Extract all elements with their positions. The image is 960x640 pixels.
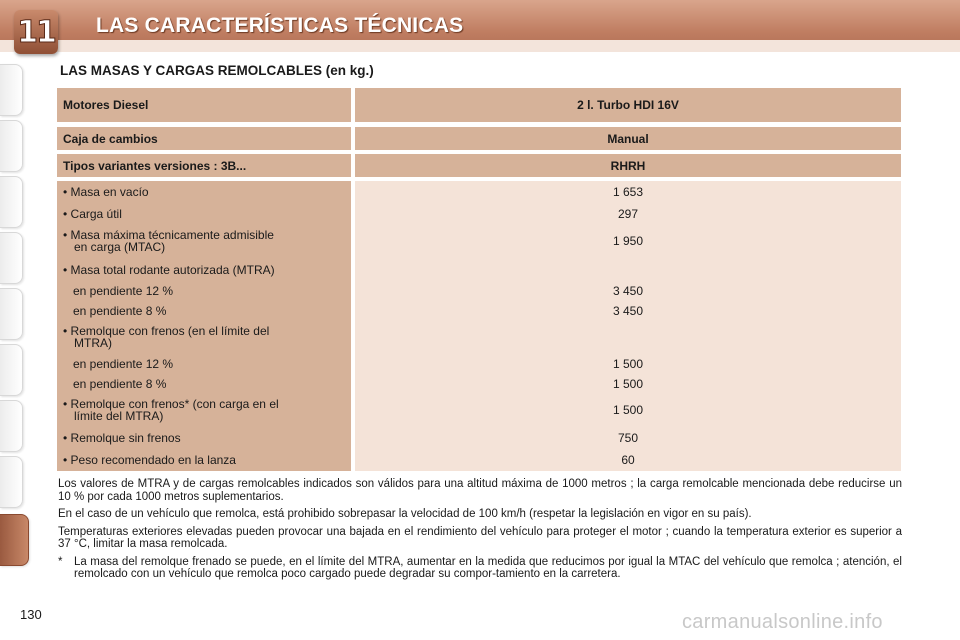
row-label: en pendiente 12 % (73, 284, 174, 298)
row-value: 3 450 (612, 304, 644, 318)
header-label: Motores Diesel (57, 88, 351, 122)
table-row (57, 354, 901, 374)
side-tab[interactable] (0, 344, 23, 396)
row-label-continuation: límite del MTRA) (74, 409, 164, 423)
table-row (57, 258, 901, 282)
row-value: 3 450 (612, 284, 644, 298)
watermark: carmanualsonline.info (682, 611, 883, 633)
row-label: en pendiente 8 % (73, 377, 167, 391)
chapter-number: 11 (17, 14, 55, 50)
section-title: LAS MASAS Y CARGAS REMOLCABLES (en kg.) (60, 63, 374, 78)
table-row (57, 181, 901, 203)
paragraph: Los valores de MTRA y de cargas remolcables indicados son válidos para una altitud máxima de 1000 metros ; la carga remolcable mencionada debe reducirse un 10 % por cada 1000 metros suplementarios. (58, 478, 902, 503)
footnote-text: La masa del remolque frenado se puede, en el límite del MTRA, aumentar en la medida que reducimos por igual la MTAC del vehículo que remolca ; atención, el remolcado con un vehículo que remolca poco cargado puede degradar su compor-tamiento en la carretera. (74, 555, 902, 580)
row-label: en pendiente 8 % (73, 304, 167, 318)
row-label: • Masa máxima técnicamente admisible (63, 228, 274, 242)
table-row (57, 426, 901, 449)
header-value: Manual (355, 127, 901, 150)
row-label: en pendiente 12 % (73, 357, 174, 371)
table-row (57, 395, 901, 425)
table-row (57, 281, 901, 301)
row-value: 1 500 (612, 357, 644, 371)
row-value: 60 (621, 453, 635, 467)
table-row (57, 203, 901, 225)
row-label: • Masa total rodante autorizada (MTRA) (63, 263, 275, 277)
side-tab[interactable] (0, 120, 23, 172)
row-value: 1 500 (612, 377, 644, 391)
row-value (355, 322, 901, 352)
footnote (58, 556, 902, 581)
row-value (355, 258, 901, 282)
table-row (57, 301, 901, 321)
table-header-row (57, 88, 901, 122)
header-value: 2 l. Turbo HDI 16V (355, 88, 901, 122)
side-tab[interactable] (0, 400, 23, 452)
table-header-row (57, 154, 901, 177)
row-value: 297 (617, 207, 639, 221)
row-label-continuation: en carga (MTAC) (74, 240, 166, 254)
row-value: 1 950 (612, 234, 644, 248)
row-label-continuation: MTRA) (74, 336, 112, 350)
side-tab[interactable] (0, 176, 23, 228)
header-label: Tipos variantes versiones : 3B... (57, 154, 351, 177)
chapter-tab (14, 10, 58, 54)
table-row (57, 225, 901, 257)
row-value: 1 653 (612, 185, 644, 199)
notes-text (58, 478, 902, 586)
paragraph: Temperaturas exteriores elevadas pueden provocar una bajada en el rendimiento del vehículo para proteger el motor ; cuando la temperatura exterior es superior a 37 °C, limitar la masa remolcada. (58, 525, 902, 550)
side-tab[interactable] (0, 456, 23, 508)
row-label-block (57, 322, 351, 352)
side-tab[interactable] (0, 64, 23, 116)
paragraph: En el caso de un vehículo que remolca, está prohibido sobrepasar la velocidad de 100 km/h (respetar la legislación en vigor en su país). (58, 508, 752, 520)
row-value: 750 (617, 430, 639, 445)
row-label-block (57, 225, 351, 257)
header-band (0, 40, 960, 52)
row-label: • Remolque con frenos* (con carga en el (63, 397, 279, 411)
table-row (57, 374, 901, 394)
table-row (57, 449, 901, 471)
row-value: 1 500 (612, 403, 644, 417)
row-label: • Masa en vacío (63, 185, 149, 199)
side-tab-active[interactable] (0, 514, 29, 566)
page-number: 130 (20, 607, 42, 622)
table-header-row (57, 127, 901, 150)
side-tab[interactable] (0, 232, 23, 284)
header-value: RHRH (355, 154, 901, 177)
side-tab[interactable] (0, 288, 23, 340)
row-label-block (57, 395, 351, 425)
header-label: Caja de cambios (57, 127, 351, 150)
row-label: • Remolque con frenos (en el límite del (63, 324, 270, 338)
row-label: • Carga útil (63, 207, 122, 221)
table-row (57, 322, 901, 352)
row-label: • Remolque sin frenos (63, 430, 181, 445)
page-title: LAS CARACTERÍSTICAS TÉCNICAS (96, 14, 464, 37)
row-label: • Peso recomendado en la lanza (63, 453, 236, 467)
footnote-marker: * (58, 555, 63, 568)
